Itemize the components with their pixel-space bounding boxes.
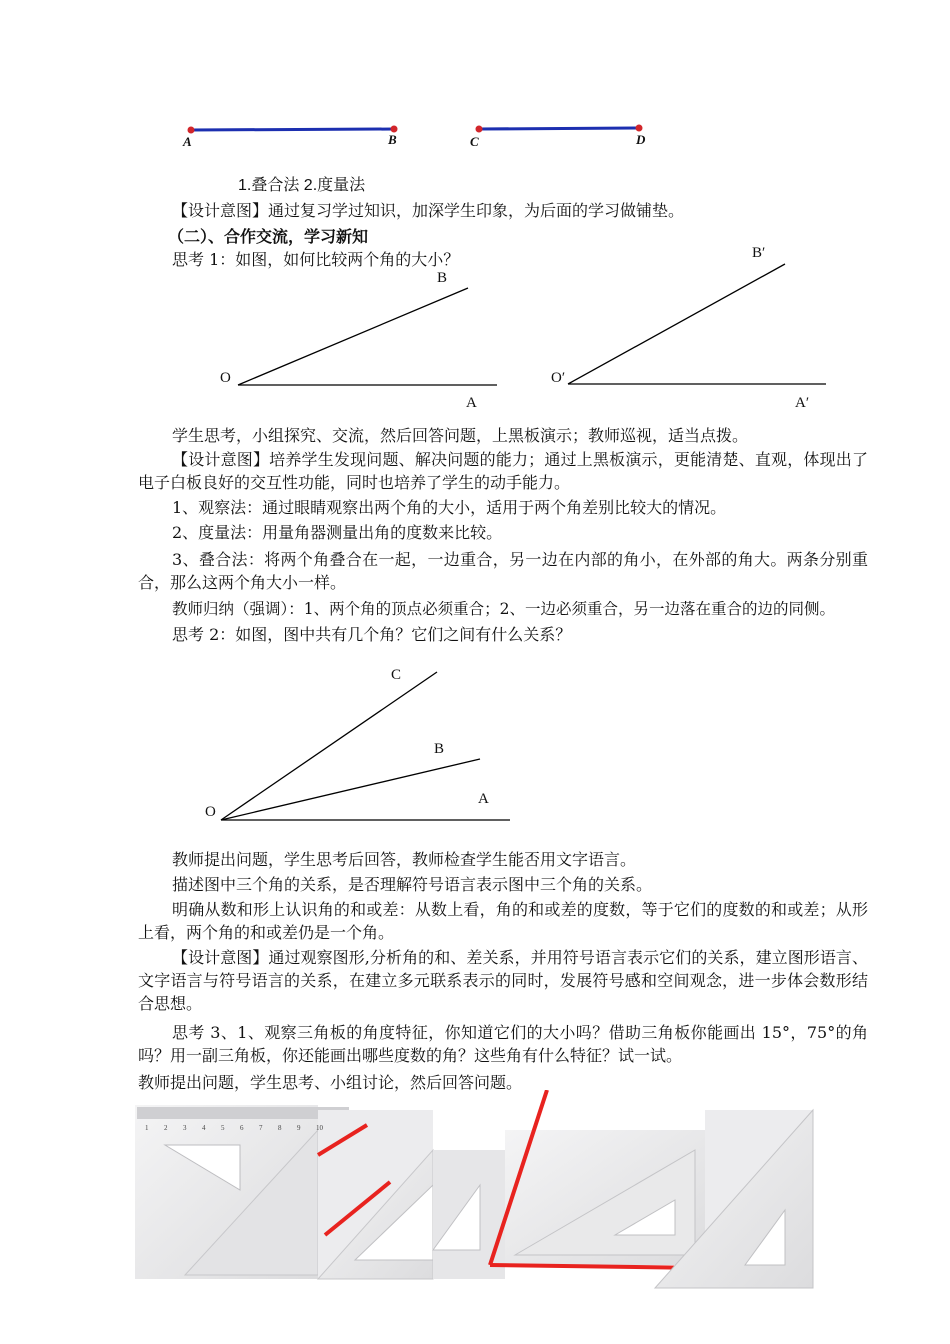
fig2-label-c: C: [391, 667, 402, 683]
design-intent-1: 【设计意图】通过复习学过知识，加深学生印象，为后面的学习做铺垫。: [172, 201, 685, 220]
ruler-tick-label: 5: [221, 1124, 225, 1132]
design-intent-2: 【设计意图】培养学生发现问题、解决问题的能力；通过上黑板演示，更能清楚、直观，体现出了电子白板良好的交互性功能，同时也培养了学生的动手能力。: [138, 450, 868, 492]
teacher-question-1: 教师提出问题，学生思考后回答，教师检查学生能否用文字语言。: [172, 850, 637, 869]
students-activity: 学生思考，小组探究、交流，然后回答问题，上黑板演示；教师巡视，适当点拨。: [172, 426, 749, 445]
teacher-summary: 教师归纳（强调）：1、两个角的顶点必须重合；2、一边必须重合，另一边落在重合的边的同侧。: [172, 600, 835, 618]
teacher-question-2: 教师提出问题，学生思考、小组讨论，然后回答问题。: [138, 1073, 523, 1092]
angle-figure-2: [200, 660, 530, 840]
fig1-label-b: B: [437, 270, 448, 286]
ruler-tick-label: 9: [297, 1124, 301, 1132]
fig1-label-b-prime: B′: [752, 245, 766, 261]
segment-label-d: D: [636, 132, 646, 147]
ruler-tick-label: 2: [164, 1124, 168, 1132]
set-squares-image: [135, 1090, 815, 1290]
think-3: 思考 3、1、观察三角板的角度特征，你知道它们的大小吗？借助三角板你能画出 15°，75°的角吗？用一副三角板，你还能画出哪些度数的角？这些角有什么特征？试一试。: [138, 1023, 868, 1065]
think-2: 思考 2：如图，图中共有几个角？它们之间有什么关系？: [172, 625, 572, 644]
fig1-label-a-prime: A′: [795, 395, 810, 411]
fig2-label-b: B: [434, 741, 445, 757]
method-overlap: 3、叠合法：将两个角叠合在一起，一边重合，另一边在内部的角小，在外部的角大。两条分别重合，那么这两个角大小一样。: [138, 550, 868, 592]
fig2-label-a: A: [478, 791, 489, 807]
fig1-label-o: O: [220, 370, 231, 386]
think-1: 思考 1：如图，如何比较两个角的大小？: [172, 250, 460, 269]
ruler-tick-label: 3: [183, 1124, 187, 1132]
method-measure: 2、度量法：用量角器测量出角的度数来比较。: [172, 523, 503, 542]
fig1-label-a: A: [466, 395, 477, 411]
angle-figure-1: [200, 240, 860, 420]
ruler-tick-label: 10: [316, 1124, 323, 1132]
ruler-tick-label: 8: [278, 1124, 282, 1132]
design-intent-3: 【设计意图】通过观察图形,分析角的和、差关系，并用符号语言表示它们的关系，建立图形语言、文字语言与符号语言的关系，在建立多元联系表示的同时，发展符号感和空间观念，进一步体会数形结合思想。: [138, 948, 868, 1013]
clarify-sum-difference: 明确从数和形上认识角的和或差：从数上看，角的和或差的度数，等于它们的度数的和或差；从形上看，两个角的和或差仍是一个角。: [138, 900, 868, 942]
segment-label-c: C: [470, 134, 479, 149]
method-observe: 1、观察法：通过眼睛观察出两个角的大小，适用于两个角差别比较大的情况。: [172, 498, 727, 517]
ruler-tick-label: 1: [145, 1124, 149, 1132]
fig2-label-o: O: [205, 804, 216, 820]
fig1-label-o-prime: O′: [551, 370, 566, 386]
describe-relations: 描述图中三个角的关系，是否理解符号语言表示图中三个角的关系。: [172, 875, 653, 894]
methods-line: 1.叠合法 2.度量法: [238, 177, 366, 194]
ruler-tick-label: 4: [202, 1124, 206, 1132]
ruler-tick-label: 7: [259, 1124, 263, 1132]
section-2-title: （二）、合作交流，学习新知: [168, 227, 369, 246]
ruler-ticks-top: [137, 1107, 349, 1119]
segment-label-a: A: [183, 134, 192, 149]
segment-label-b: B: [388, 132, 397, 147]
ruler-tick-label: 6: [240, 1124, 244, 1132]
segments-figure: [170, 115, 690, 160]
